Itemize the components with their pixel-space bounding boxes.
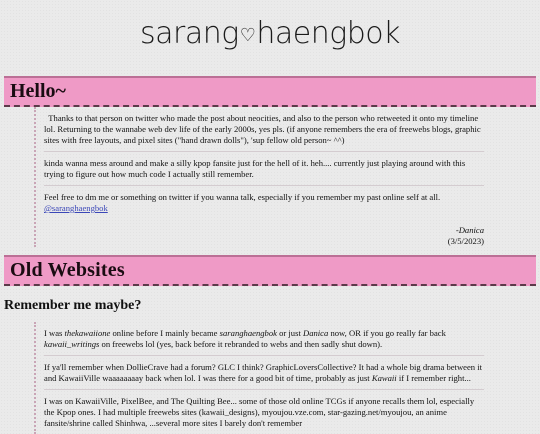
signature <box>44 225 484 247</box>
old-paragraph-3: I was on KawaiiVille, PixelBee, and The Quilting Bee... some of those old online TCGs if anyone recalls them lol, especially the Kpop ones. I had multiple freewebs sites (kawaii_designs), myoujou.vze.com, star-gazing.net/myoujou, an anime fansite/shrine called Shinhwa, ...several more sites I barely don't remember <box>44 396 475 428</box>
hello-paragraph-3: Feel free to dm me or something on twitter if you wanna talk, especially if you remember my past online self at all. @saranghaengbok <box>44 192 441 213</box>
signature-name: -Danica <box>455 225 484 235</box>
hello-paragraph-2: kinda wanna mess around and make a silly kpop fansite just for the hell of it. heh.... currently just playing around with this trying to figure out how much code I actually still remember. <box>44 158 484 186</box>
remember-subheading: Remember me maybe? <box>4 298 142 313</box>
old-websites-post <box>34 322 484 434</box>
hello-heading: Hello~ <box>4 76 536 107</box>
heart-icon: ♡ <box>239 24 256 46</box>
old-paragraph-1: I was thekawaiione online before I mainly became saranghaengbok or just Danica now, OR if you go really far back kawaii_writings on freewebs lol (yes, back before it rebranded to webs and then sadly shut down). <box>44 328 484 356</box>
logo-text-right: haengbok <box>256 15 401 51</box>
old-websites-heading: Old Websites <box>4 255 536 286</box>
logo-text-left: sarang <box>139 15 239 51</box>
site-logo[interactable] <box>140 16 400 51</box>
site-header <box>0 0 540 66</box>
old-paragraph-2: If ya'll remember when DollieCrave had a forum? GLC I think? GraphicLoversCollective? It had a whole big drama between it and KawaiiVille waaaaaaaay back when lol. I was there for a good bit of time, probably as just Kawaii if I remember right... <box>44 362 484 390</box>
hello-paragraph-1: Thanks to that person on twitter who made the post about neocities, and also to the person who retweeted it onto my timeline lol. Returning to the wannabe web dev life of the early 2000s, yes pls. (if anyone remembers the era of freewebs blogs, graphic sites with free layouts, and pixel sites ("hand drawn dolls"), 'sup fellow old person~ ^^) <box>44 113 484 152</box>
twitter-handle-link[interactable]: @saranghaengbok <box>44 203 108 213</box>
signature-date: (3/5/2023) <box>447 236 484 246</box>
hello-post <box>34 107 484 247</box>
